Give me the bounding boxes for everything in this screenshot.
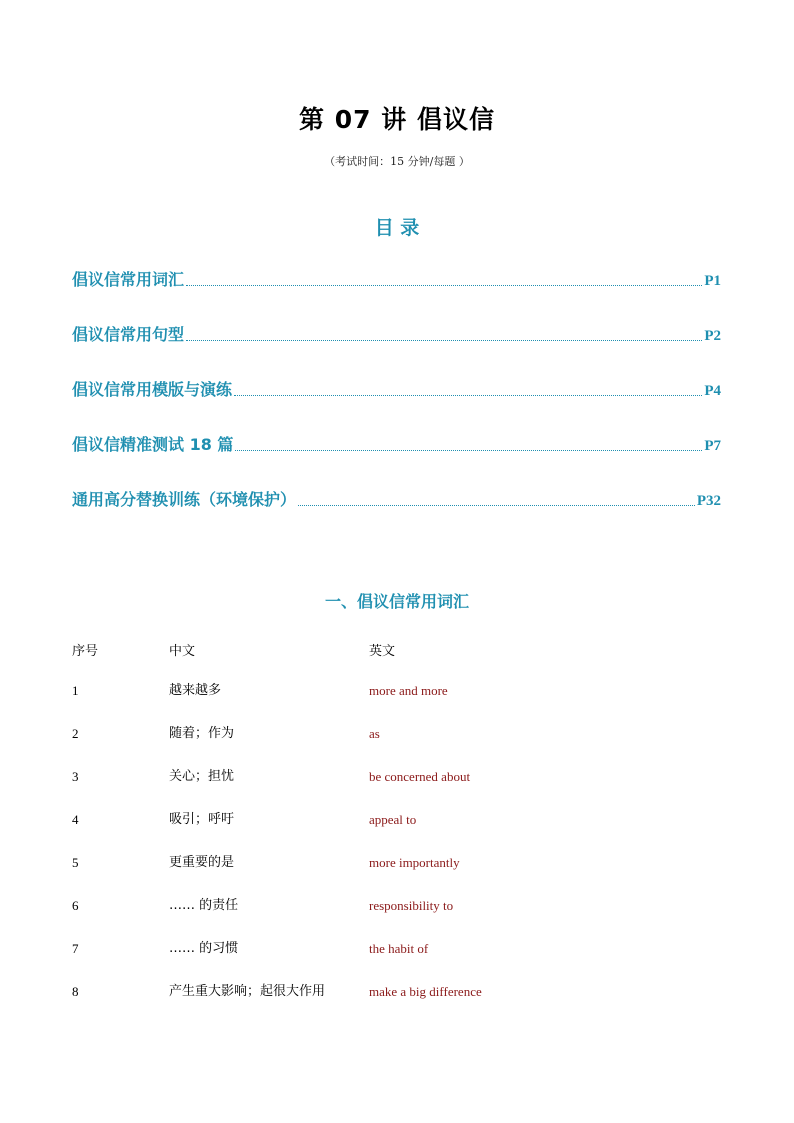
toc-entry-label: 倡议信常用模版与演练 (72, 380, 233, 399)
row-chinese: 关心；担忧 (169, 769, 235, 784)
row-english: make a big difference (369, 984, 482, 999)
table-row (72, 984, 722, 1027)
toc-entry-page: P4 (704, 383, 721, 399)
toc-leader-dots (298, 505, 695, 506)
header-index: 序号 (72, 644, 99, 659)
table-row (72, 812, 722, 855)
toc-heading: 目 录 (374, 217, 420, 239)
table-header-row (72, 640, 722, 683)
row-english: be concerned about (369, 769, 471, 784)
toc-entry-label: 倡议信常用词汇 (72, 270, 185, 289)
toc-entry-sentences[interactable] (72, 321, 721, 345)
header-english: 英文 (369, 644, 396, 659)
row-chinese: 越来越多 (169, 683, 222, 698)
toc-leader-dots (186, 340, 702, 341)
row-index: 8 (72, 984, 79, 999)
toc-entry-templates[interactable] (72, 376, 721, 400)
section-heading: 一、倡议信常用词汇 (324, 592, 469, 611)
row-english: the habit of (369, 941, 429, 956)
exam-time-note: （考试时间：15 分钟/每题 ） (324, 155, 470, 168)
page-title: 第 07 讲 倡议信 (299, 105, 495, 134)
toc-leader-dots (234, 395, 702, 396)
row-index: 4 (72, 812, 79, 827)
toc-entry-page: P2 (704, 328, 721, 344)
table-row (72, 855, 722, 898)
row-english: as (369, 726, 380, 741)
row-english: appeal to (369, 812, 417, 827)
row-chinese: 更重要的是 (169, 855, 235, 870)
row-chinese: …… 的责任 (169, 898, 239, 913)
table-row (72, 941, 722, 984)
row-english: more importantly (369, 855, 460, 870)
toc-entry-label: 倡议信常用句型 (72, 325, 185, 344)
table-row (72, 726, 722, 769)
toc-entry-vocabulary[interactable] (72, 266, 721, 290)
toc-entry-page: P1 (704, 273, 721, 289)
row-index: 6 (72, 898, 79, 913)
header-chinese: 中文 (169, 644, 196, 659)
row-chinese: 产生重大影响；起很大作用 (169, 984, 326, 999)
row-chinese: 吸引；呼吁 (169, 812, 235, 827)
row-index: 2 (72, 726, 79, 741)
table-row (72, 769, 722, 812)
toc-entry-page: P7 (704, 438, 721, 454)
toc-leader-dots (186, 285, 702, 286)
toc-entry-replacement-training[interactable] (72, 486, 721, 510)
toc-entry-label: 通用高分替换训练（环境保护） (72, 490, 297, 509)
row-english: more and more (369, 683, 448, 698)
toc-entry-page: P32 (696, 493, 721, 509)
row-index: 3 (72, 769, 79, 784)
table-row (72, 898, 722, 941)
row-index: 1 (72, 683, 79, 698)
row-english: responsibility to (369, 898, 454, 913)
row-chinese: 随着；作为 (169, 726, 235, 741)
toc-leader-dots (235, 450, 702, 451)
toc-entry-tests[interactable] (72, 431, 721, 455)
table-row (72, 683, 722, 726)
toc-entry-label: 倡议信精准测试 18 篇 (72, 435, 234, 454)
row-chinese: …… 的习惯 (169, 941, 239, 956)
row-index: 5 (72, 855, 79, 870)
vocabulary-table (72, 640, 722, 1027)
row-index: 7 (72, 941, 79, 956)
